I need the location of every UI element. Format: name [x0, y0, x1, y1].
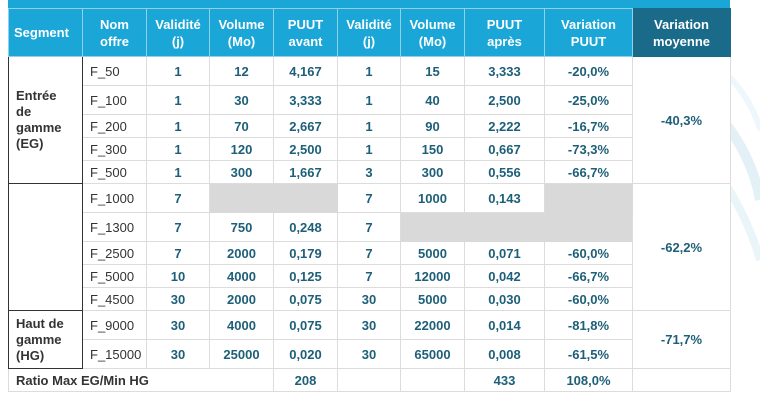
volume-avant: 120: [210, 138, 274, 161]
validite-avant: 30: [147, 311, 210, 340]
validite-apres: 7: [338, 213, 401, 242]
table-row: [9, 242, 731, 265]
puut-apres: 0,030: [465, 288, 545, 311]
puut-avant: 0,075: [274, 288, 338, 311]
header-variation-puut: Variation PUUT: [545, 9, 633, 57]
validite-avant: 10: [147, 265, 210, 288]
table-row: [9, 57, 731, 86]
validite-avant: 1: [147, 57, 210, 86]
ratio-row: [9, 369, 731, 392]
offer-name: F_9000: [83, 311, 147, 340]
validite-apres: 7: [338, 242, 401, 265]
variation-puut: -16,7%: [545, 115, 633, 138]
volume-apres: 1000: [401, 184, 465, 213]
validite-avant: 30: [147, 340, 210, 369]
segment-cell-hg: Haut de gamme (HG): [9, 311, 83, 369]
puut-apres: 0,143: [465, 184, 545, 213]
variation-puut: -66,7%: [545, 161, 633, 184]
validite-avant: 7: [147, 242, 210, 265]
validite-apres: 1: [338, 86, 401, 115]
volume-apres: 65000: [401, 340, 465, 369]
volume-apres: 90: [401, 115, 465, 138]
volume-apres: 5000: [401, 242, 465, 265]
volume-avant: 300: [210, 161, 274, 184]
header-puut-avant: PUUT avant: [274, 9, 338, 57]
offer-name: F_1000: [83, 184, 147, 213]
puut-apres-empty: [465, 213, 545, 242]
header-variation-moyenne: Variation moyenne: [633, 9, 731, 57]
header-top-strip: [8, 0, 730, 8]
validite-avant: 1: [147, 138, 210, 161]
puut-apres: 2,222: [465, 115, 545, 138]
puut-avant: 3,333: [274, 86, 338, 115]
ratio-puut-avant: 208: [274, 369, 338, 392]
table-row: [9, 213, 731, 242]
variation-puut: -25,0%: [545, 86, 633, 115]
header-validite-apres: Validité (j): [338, 9, 401, 57]
tariff-table: [8, 8, 731, 392]
variation-puut: -66,7%: [545, 265, 633, 288]
header-segment: Segment: [9, 9, 83, 57]
offer-name: F_5000: [83, 265, 147, 288]
puut-apres: 0,556: [465, 161, 545, 184]
validite-apres: 7: [338, 184, 401, 213]
variation-moyenne-eg: -40,3%: [633, 57, 731, 184]
offer-name: F_2500: [83, 242, 147, 265]
variation-puut: -60,0%: [545, 242, 633, 265]
variation-puut: -61,5%: [545, 340, 633, 369]
table-row: [9, 115, 731, 138]
variation-puut: -73,3%: [545, 138, 633, 161]
variation-puut: -60,0%: [545, 288, 633, 311]
variation-puut: -20,0%: [545, 57, 633, 86]
header-nom-offre: Nom offre: [83, 9, 147, 57]
volume-avant: 2000: [210, 242, 274, 265]
offer-name: F_15000: [83, 340, 147, 369]
puut-apres: 0,014: [465, 311, 545, 340]
puut-avant: 0,020: [274, 340, 338, 369]
puut-avant: 0,179: [274, 242, 338, 265]
volume-avant: 25000: [210, 340, 274, 369]
puut-avant: 4,167: [274, 57, 338, 86]
puut-avant: 2,667: [274, 115, 338, 138]
volume-avant: 4000: [210, 265, 274, 288]
puut-apres: 0,071: [465, 242, 545, 265]
volume-avant: 4000: [210, 311, 274, 340]
offer-name: F_500: [83, 161, 147, 184]
table-row: [9, 288, 731, 311]
validite-apres: 1: [338, 138, 401, 161]
validite-apres: 30: [338, 288, 401, 311]
volume-apres: 5000: [401, 288, 465, 311]
offer-name: F_100: [83, 86, 147, 115]
validite-apres: 1: [338, 115, 401, 138]
volume-avant: 2000: [210, 288, 274, 311]
table-row: [9, 265, 731, 288]
ratio-empty: [338, 369, 401, 392]
variation-puut-empty: [545, 213, 633, 242]
segment-cell-middle: [9, 184, 83, 311]
validite-apres: 30: [338, 340, 401, 369]
puut-avant: 2,500: [274, 138, 338, 161]
variation-moyenne-middle: -62,2%: [633, 184, 731, 311]
validite-avant: 30: [147, 288, 210, 311]
header-puut-apres: PUUT après: [465, 9, 545, 57]
offer-name: F_300: [83, 138, 147, 161]
offer-name: F_1300: [83, 213, 147, 242]
ratio-label: Ratio Max EG/Min HG: [9, 369, 274, 392]
table-row: [9, 138, 731, 161]
validite-avant: 7: [147, 213, 210, 242]
table-row: [9, 161, 731, 184]
puut-apres: 0,008: [465, 340, 545, 369]
volume-apres: 150: [401, 138, 465, 161]
validite-apres: 30: [338, 311, 401, 340]
table-row: [9, 340, 731, 369]
table-row: [9, 184, 731, 213]
puut-avant-empty: [274, 184, 338, 213]
volume-avant: 70: [210, 115, 274, 138]
segment-cell-eg: Entrée de gamme (EG): [9, 57, 83, 184]
volume-avant: 30: [210, 86, 274, 115]
offer-name: F_200: [83, 115, 147, 138]
puut-apres: 3,333: [465, 57, 545, 86]
table-row: [9, 311, 731, 340]
validite-avant: 7: [147, 184, 210, 213]
puut-apres: 0,667: [465, 138, 545, 161]
validite-avant: 1: [147, 115, 210, 138]
volume-avant-empty: [210, 184, 274, 213]
ratio-empty: [401, 369, 465, 392]
volume-apres: 22000: [401, 311, 465, 340]
volume-apres: 15: [401, 57, 465, 86]
variation-puut-empty: [545, 184, 633, 213]
validite-avant: 1: [147, 86, 210, 115]
volume-apres-empty: [401, 213, 465, 242]
volume-apres: 12000: [401, 265, 465, 288]
puut-avant: 1,667: [274, 161, 338, 184]
offer-name: F_50: [83, 57, 147, 86]
puut-avant: 0,075: [274, 311, 338, 340]
volume-avant: 12: [210, 57, 274, 86]
volume-apres: 40: [401, 86, 465, 115]
puut-apres: 0,042: [465, 265, 545, 288]
offer-name: F_4500: [83, 288, 147, 311]
header-volume-apres: Volume (Mo): [401, 9, 465, 57]
header-volume-avant: Volume (Mo): [210, 9, 274, 57]
variation-moyenne-hg: -71,7%: [633, 311, 731, 369]
validite-avant: 1: [147, 161, 210, 184]
ratio-empty: [633, 369, 731, 392]
puut-apres: 2,500: [465, 86, 545, 115]
volume-apres: 300: [401, 161, 465, 184]
table-row: [9, 86, 731, 115]
ratio-puut-apres: 433: [465, 369, 545, 392]
puut-avant: 0,125: [274, 265, 338, 288]
volume-avant: 750: [210, 213, 274, 242]
variation-puut: -81,8%: [545, 311, 633, 340]
header-row: [9, 9, 731, 57]
ratio-variation: 108,0%: [545, 369, 633, 392]
validite-apres: 1: [338, 57, 401, 86]
puut-avant: 0,248: [274, 213, 338, 242]
validite-apres: 3: [338, 161, 401, 184]
validite-apres: 7: [338, 265, 401, 288]
header-validite-avant: Validité (j): [147, 9, 210, 57]
